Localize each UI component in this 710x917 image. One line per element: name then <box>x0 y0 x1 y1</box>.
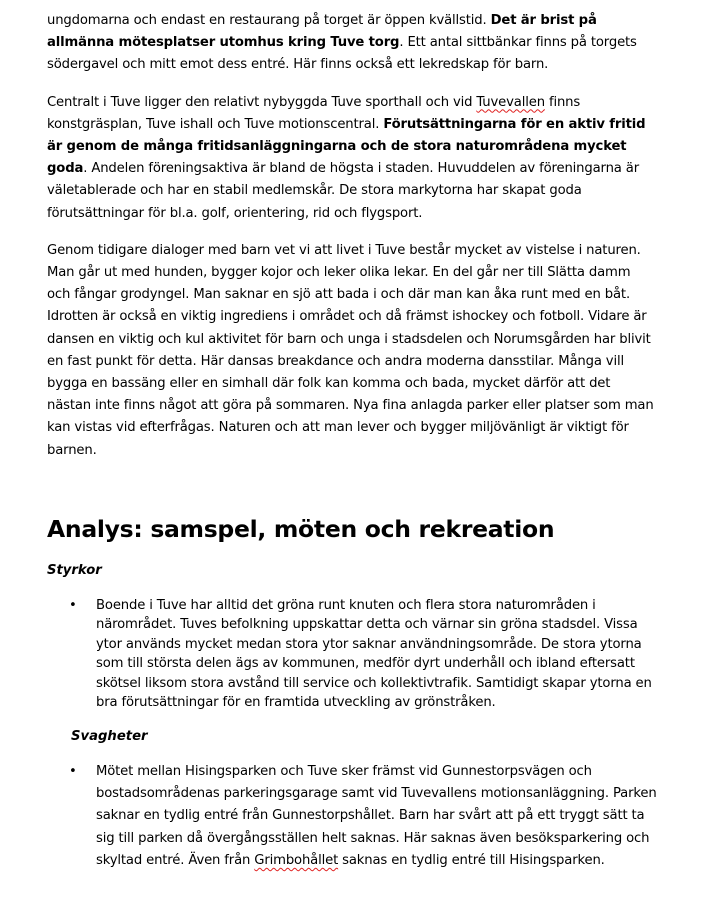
bullet-icon: • <box>69 597 77 613</box>
subheading-svagheter: Svagheter <box>71 728 148 744</box>
section-heading: Analys: samspel, möten och rekreation <box>47 514 555 543</box>
spellcheck-word[interactable]: Grimbohållet <box>254 853 339 869</box>
list-item <box>47 596 657 713</box>
bullet-icon: • <box>69 763 77 779</box>
paragraph-text: ungdomarna och endast en restaurang på torget är öppen kvällstid. <box>47 13 491 28</box>
paragraph-text: . Andelen föreningsaktiva är bland de högsta i staden. Huvuddelen av föreningarna är väletablerade och har en stabil medlemskår. De stora markytorna har skapat goda förutsättningar för bl.a. golf, orientering, rid och flygsport. <box>47 161 639 221</box>
list-item-text: Mötet mellan Hisingsparken och Tuve sker främst vid Gunnestorpsvägen och bostadsområdenas parkeringsgarage samt vid Tuvevallens motionsanläggning. Parken saknar en tydlig entré från Gunnestorpshållet. Barn har svårt att på ett tryggt sätt ta sig till parken då övergångsställen helt saknas. Här saknas även besöksparkering och skyltad entré. Även från <box>96 763 657 869</box>
list-item-text: Boende i Tuve har alltid det gröna runt knuten och flera stora naturområden i närområdet. Tuves befolkning uppskattar detta och värnar sin gröna stadsdel. Vissa ytor används mycket medan stora ytor saknar användningsområde. De stora ytorna som till största delen ägs av kommunen, medför dyrt underhåll och ibland eftersatt skötsel liksom stora avstånd till service och kollektivtrafik. Samtidigt skapar ytorna en bra förutsättningar för en framtida utveckling av grönstråken. <box>96 597 652 711</box>
subheading-styrkor: Styrkor <box>47 562 102 578</box>
strengths-list <box>47 596 657 713</box>
document-page <box>47 10 657 872</box>
paragraph-text: . Ett antal sittbänkar finns på torgets södergavel och mitt emot dess entré. Här finns också ett lekredskap för barn. <box>47 35 637 73</box>
list-item <box>47 761 657 872</box>
paragraph-bold-text: Förutsättningarna för en aktiv fritid är genom de många fritidsanläggningarna och de stora naturområdena mycket goda <box>47 116 646 177</box>
spellcheck-word[interactable]: Tuvevallen <box>476 94 545 110</box>
paragraph-dialoger: Genom tidigare dialoger med barn vet vi att livet i Tuve består mycket av vistelse i naturen. Man går ut med hunden, bygger kojor och leker olika lekar. En del går ner till Slätta damm och fångar grodyngel. Man saknar en sjö att bada i och där man kan åka runt med en båt. Idrotten är också en viktig ingrediens i området och då främst ishockey och fotboll. Vidare är dansen en viktig och kul aktivitet för barn och unga i stadsdelen och Norumsgården har blivit en fast punkt för detta. Här dansas breakdance och andra moderna dansstilar. Många vill bygga en bassäng eller en simhall där folk kan komma och bada, mycket därför att det nästan inte finns något att göra på sommaren. Nya fina anlagda parker eller platser som man kan vistas vid efterfrågas. Naturen och att man lever och bygger miljövänligt är viktigt för barnen. <box>47 242 654 458</box>
list-item-text: saknas en tydlig entré till Hisingsparken. <box>338 853 605 869</box>
paragraph-torget <box>47 10 657 77</box>
paragraph-bold-text: Det är brist på allmänna mötesplatser utomhus kring Tuve torg <box>47 13 597 51</box>
weaknesses-list <box>47 761 657 872</box>
paragraph-text: finns konstgräsplan, Tuve ishall och Tuve motionscentral. <box>47 94 581 132</box>
paragraph-text: Centralt i Tuve ligger den relativt nybyggda Tuve sporthall och vid <box>47 94 477 110</box>
paragraph-sporthall <box>47 92 657 225</box>
